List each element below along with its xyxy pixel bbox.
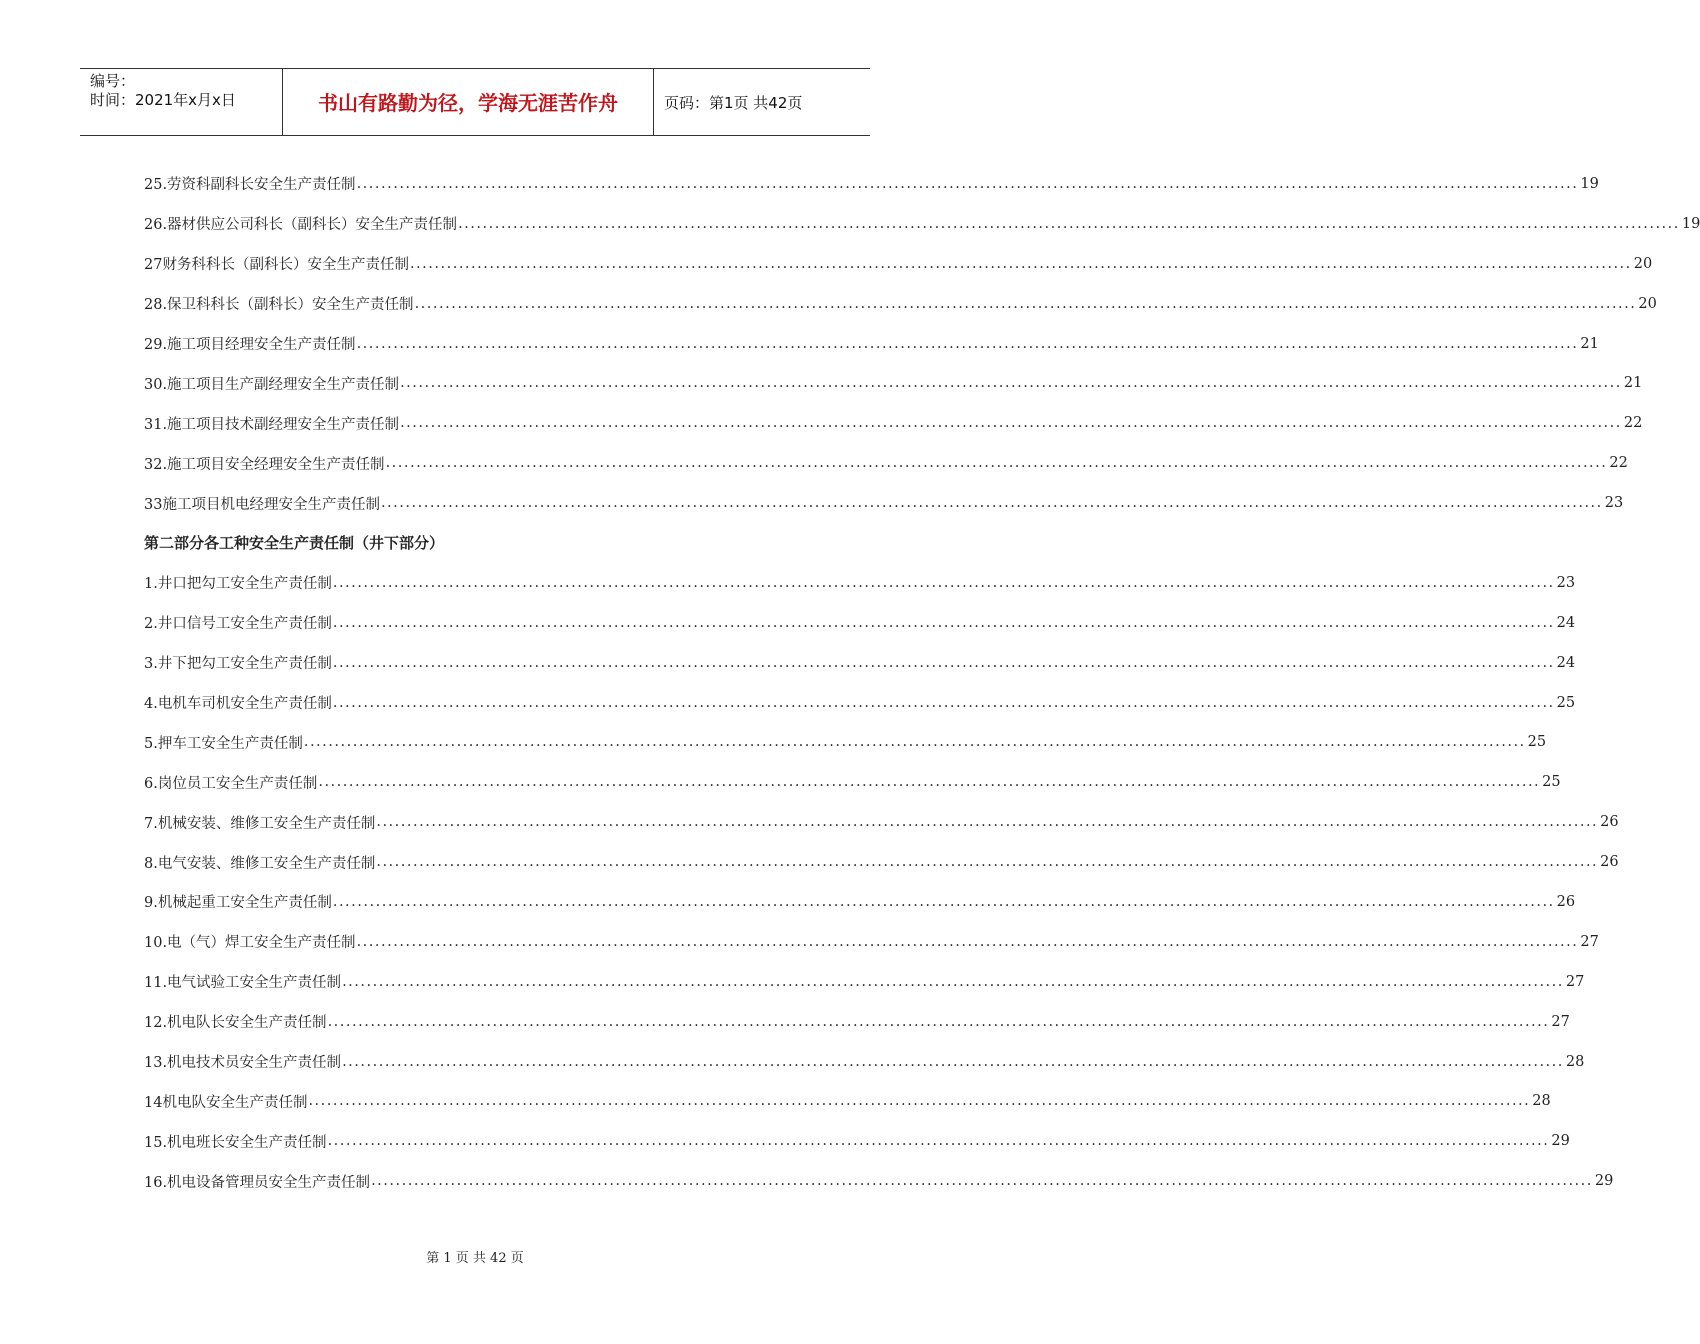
toc-entry-title: 3.井下把勾工安全生产责任制 xyxy=(144,656,332,673)
toc-dot-leader: ........................................................................................................................................................................................................ xyxy=(400,375,1622,392)
toc-dot-leader: ........................................................................................................................................................................................................ xyxy=(356,335,1579,352)
toc-dot-leader: ........................................................................................................................................................................................................ xyxy=(308,1093,1531,1110)
toc-entry-page: 27 xyxy=(1565,973,1585,990)
toc-entry xyxy=(144,1002,1570,1042)
toc-entry-page: 22 xyxy=(1623,415,1643,432)
toc-entry-page: 25 xyxy=(1527,734,1547,751)
toc-entry-page: 23 xyxy=(1556,574,1576,591)
toc-entry-title: 11.电气试验工安全生产责任制 xyxy=(144,975,342,992)
toc-entry-title: 26.器材供应公司科长（副科长）安全生产责任制 xyxy=(144,217,458,234)
toc-entry-title: 25.劳资科副科长安全生产责任制 xyxy=(144,177,356,194)
toc-entry-title: 7.机械安装、维修工安全生产责任制 xyxy=(144,815,376,832)
toc-dot-leader: ........................................................................................................................................................................................................ xyxy=(380,495,1603,512)
toc-entry xyxy=(144,1121,1570,1161)
toc-dot-leader: ........................................................................................................................................................................................................ xyxy=(376,854,1599,871)
toc-entry-title: 14机电队安全生产责任制 xyxy=(144,1094,308,1111)
toc-entry xyxy=(144,842,1619,882)
toc-entry xyxy=(144,683,1576,723)
toc-dot-leader: ........................................................................................................................................................................................................ xyxy=(342,973,1564,990)
toc-dot-leader: ........................................................................................................................................................................................................ xyxy=(409,255,1632,272)
toc-entry xyxy=(144,802,1619,842)
toc-entry-title: 32.施工项目安全经理安全生产责任制 xyxy=(144,456,385,473)
toc-entry xyxy=(144,204,1700,244)
toc-entry-page: 26 xyxy=(1600,814,1619,831)
toc-entry xyxy=(144,1161,1614,1201)
toc-dot-leader: ........................................................................................................................................................................................................ xyxy=(332,694,1555,711)
toc-dot-leader: ........................................................................................................................................................................................................ xyxy=(327,1013,1550,1030)
toc-entry-title: 33施工项目机电经理安全生产责任制 xyxy=(144,496,380,513)
toc-section-heading xyxy=(144,523,799,563)
toc-entry xyxy=(144,443,1628,483)
toc-entry-page: 26 xyxy=(1600,854,1619,871)
toc-entry-page: 28 xyxy=(1565,1053,1585,1070)
toc-entry-page: 29 xyxy=(1551,1133,1570,1150)
toc-dot-leader: ........................................................................................................................................................................................................ xyxy=(332,654,1555,671)
toc-dot-leader: ........................................................................................................................................................................................................ xyxy=(332,574,1555,591)
toc-entry-title: 6.岗位员工安全生产责任制 xyxy=(144,775,318,792)
toc-entry-title: 8.电气安装、维修工安全生产责任制 xyxy=(144,855,376,872)
toc-dot-leader: ........................................................................................................................................................................................................ xyxy=(356,175,1579,192)
toc-dot-leader: ........................................................................................................................................................................................................ xyxy=(371,1173,1593,1190)
toc-entry-page: 22 xyxy=(1609,455,1628,472)
toc-dot-leader: ........................................................................................................................................................................................................ xyxy=(327,1133,1550,1150)
table-of-contents xyxy=(144,164,1700,1201)
toc-dot-leader: ........................................................................................................................................................................................................ xyxy=(385,455,1608,472)
toc-dot-leader: ........................................................................................................................................................................................................ xyxy=(458,215,1680,232)
toc-entry-title: 16.机电设备管理员安全生产责任制 xyxy=(144,1174,371,1191)
toc-entry-page: 20 xyxy=(1638,295,1657,312)
toc-entry-title: 28.保卫科科长（副科长）安全生产责任制 xyxy=(144,297,414,314)
toc-entry xyxy=(144,164,1599,204)
toc-entry-page: 27 xyxy=(1580,933,1599,950)
toc-dot-leader: ........................................................................................................................................................................................................ xyxy=(332,893,1555,910)
toc-entry xyxy=(144,603,1576,643)
toc-entry-title: 15.机电班长安全生产责任制 xyxy=(144,1134,327,1151)
toc-entry-title: 29.施工项目经理安全生产责任制 xyxy=(144,337,356,353)
toc-entry-title: 第二部分各工种安全生产责任制（井下部分） xyxy=(144,534,445,553)
toc-entry-title: 30.施工项目生产副经理安全生产责任制 xyxy=(144,376,400,393)
toc-entry-title: 5.押车工安全生产责任制 xyxy=(144,735,303,752)
toc-entry xyxy=(144,1042,1585,1082)
toc-entry-title: 31.施工项目技术副经理安全生产责任制 xyxy=(144,416,400,433)
toc-dot-leader: ........................................................................................................................................................................................................ xyxy=(376,814,1599,831)
toc-entry-page: 28 xyxy=(1532,1093,1551,1110)
toc-dot-leader: ........................................................................................................................................................................................................ xyxy=(342,1053,1564,1070)
toc-dot-leader: ........................................................................................................................................................................................................ xyxy=(356,933,1579,950)
toc-entry xyxy=(144,722,1547,762)
toc-entry xyxy=(144,962,1585,1002)
toc-entry-title: 12.机电队长安全生产责任制 xyxy=(144,1015,327,1032)
toc-entry xyxy=(144,403,1643,443)
toc-entry xyxy=(144,882,1576,922)
toc-entry-page: 23 xyxy=(1604,495,1624,512)
toc-entry-title: 9.机械起重工安全生产责任制 xyxy=(144,895,332,912)
toc-entry xyxy=(144,762,1561,802)
toc-entry-page: 26 xyxy=(1556,893,1576,910)
toc-entry-page: 21 xyxy=(1580,335,1599,352)
toc-entry xyxy=(144,1081,1551,1121)
toc-entry xyxy=(144,284,1657,324)
header-motto: 书山有路勤为径，学海无涯苦作舟 xyxy=(283,69,654,135)
toc-entry xyxy=(144,244,1653,284)
toc-entry-title: 2.井口信号工安全生产责任制 xyxy=(144,616,332,633)
toc-entry xyxy=(144,483,1624,523)
toc-entry-page: 19 xyxy=(1580,175,1599,192)
toc-dot-leader: ........................................................................................................................................................................................................ xyxy=(318,774,1541,791)
toc-entry xyxy=(144,324,1599,364)
toc-entry xyxy=(144,563,1576,603)
toc-entry-page: 27 xyxy=(1551,1013,1570,1030)
toc-entry-page: 24 xyxy=(1556,614,1576,631)
document-header xyxy=(80,68,870,136)
doc-time-label: 时间：2021年x月x日 xyxy=(90,91,236,109)
toc-entry-page: 19 xyxy=(1681,215,1700,232)
toc-entry-title: 27财务科科长（副科长）安全生产责任制 xyxy=(144,257,409,274)
toc-entry-page: 24 xyxy=(1556,654,1576,671)
toc-dot-leader: ........................................................................................................................................................................................................ xyxy=(414,295,1637,312)
toc-entry-title: 4.电机车司机安全生产责任制 xyxy=(144,696,332,713)
doc-code-label: 编号： xyxy=(90,72,136,90)
toc-dot-leader: ........................................................................................................................................................................................................ xyxy=(303,734,1526,751)
toc-entry xyxy=(144,643,1576,683)
header-page-info: 页码：第1页 共42页 xyxy=(664,94,803,112)
toc-entry-page: 25 xyxy=(1556,694,1576,711)
page-footer: 第 1 页 共 42 页 xyxy=(426,1251,524,1266)
toc-entry-page: 20 xyxy=(1633,255,1653,272)
toc-entry-title: 10.电（气）焊工安全生产责任制 xyxy=(144,935,356,952)
toc-entry xyxy=(144,922,1599,962)
toc-entry-page: 25 xyxy=(1542,774,1561,791)
toc-entry-page: 29 xyxy=(1594,1173,1614,1190)
toc-entry xyxy=(144,363,1643,403)
header-meta-cell xyxy=(80,69,283,135)
toc-dot-leader: ........................................................................................................................................................................................................ xyxy=(400,415,1622,432)
toc-entry-title: 1.井口把勾工安全生产责任制 xyxy=(144,576,332,593)
toc-dot-leader: ........................................................................................................................................................................................................ xyxy=(332,614,1555,631)
toc-entry-title: 13.机电技术员安全生产责任制 xyxy=(144,1055,342,1072)
toc-entry-page: 21 xyxy=(1623,375,1643,392)
